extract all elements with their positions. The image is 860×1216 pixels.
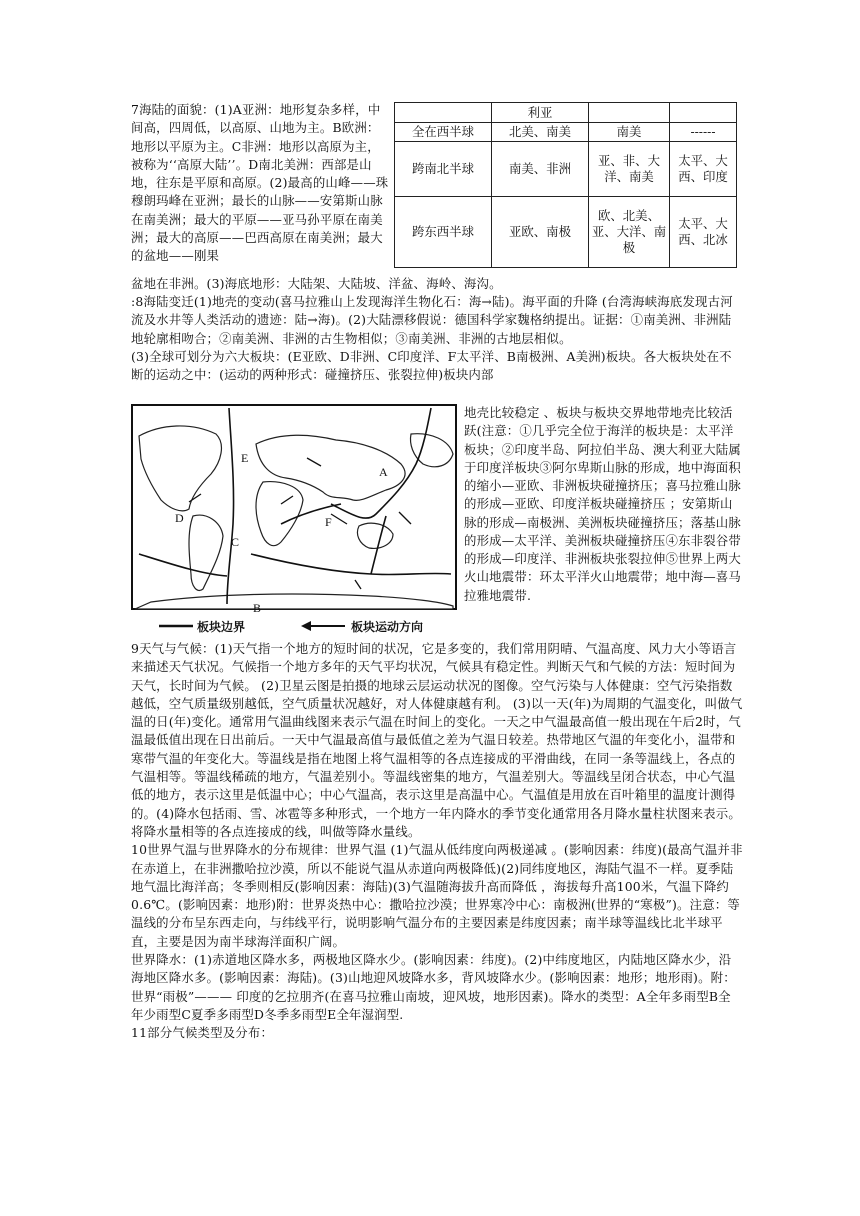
table-cell: 南美、非洲 (492, 142, 589, 197)
section-7-paragraph: 7海陆的面貌：(1)A亚洲：地形复杂多样，中间高，四周低，以高原、山地为主。B欧洲：地形以平原为主。C非洲：地形以高原为主，被称为‘‘高原大陆’’。D南北美洲：西部是山地，往东是平原和高原。(2)最高的山峰——珠穆朗玛峰在亚洲；最长的山脉——安第斯山脉在南美洲；最大的平原——亚马孙平原在南美洲；最大的高原——巴西高原在南美洲；最大的盆地——刚果 (131, 102, 389, 264)
table-row (395, 142, 737, 197)
plate-label-a: A (379, 465, 388, 479)
table-row (395, 197, 737, 268)
plate-label-e: E (241, 451, 249, 465)
table-cell: ------ (670, 123, 737, 142)
plate-map (131, 404, 457, 638)
continent-ocean-table (394, 102, 737, 268)
section-7-tail (131, 275, 751, 293)
map-legend (159, 619, 423, 634)
table-cell: 南美 (589, 123, 670, 142)
table-row (395, 103, 737, 123)
legend-arrow-head (301, 621, 311, 631)
legend-boundary-label: 板块边界 (197, 620, 246, 634)
plate-label-b: B (253, 601, 262, 615)
plate-label-c: C (231, 535, 240, 549)
sections-9-11 (131, 640, 743, 1043)
section-10-paragraph: 10世界气温与世界降水的分布规律：世界气温 (1)气温从低纬度向两极递减 。(影响因素：纬度)(最高气温并非在赤道上，在非洲撒哈拉沙漠，所以不能说气温从赤道向两极降低)(2)同纬度地区，海陆气温不一样。夏季陆地气温比海洋高；冬季则相反(影响因素：海陆)(3)气温随海拔升高而降低 ，海拔每升高100米，气温下降约0.6℃。(影响因素：地形)附：世界炎热中心：撒哈拉沙漠；世界寒冷中心：南极洲(世界的“寒极”)。注意：等温线的分布呈东西走向，与纬线平行，说明影响气温分布的主要因素是纬度因素；南半球等温线比北半球平直，主要是因为南半球海洋面积广阔。 (131, 842, 743, 949)
section-7-text (131, 101, 389, 266)
table-cell: 北美、南美 (492, 123, 589, 142)
table-cell: 亚欧、南极 (492, 197, 589, 268)
section-8-side-text (464, 404, 743, 605)
table-cell: 太平、大西、北冰 (670, 197, 737, 268)
table-cell: 亚、非、大洋、南美 (589, 142, 670, 197)
section-8-paragraph-2: (3)全球可划分为六大板块：(E亚欧、D非洲、C印度洋、F太平洋、B南极洲、A美洲)板块。各大板块处在不断的运动之中：(运动的两种形式：碰撞挤压、张裂拉伸)板块内部 (131, 348, 732, 383)
table-cell (589, 103, 670, 123)
legend-direction-label: 板块运动方向 (351, 620, 424, 634)
table-cell (395, 103, 492, 123)
plate-map-svg (131, 404, 457, 638)
plate-label-f: F (325, 515, 332, 529)
table-cell (670, 103, 737, 123)
plate-label-d: D (175, 511, 184, 525)
table-cell: 跨东西半球 (395, 197, 492, 268)
section-9-paragraph: 9天气与气候：(1)天气指一个地方的短时间的状况，它是多变的，我们常用阴晴、气温高度、风力大小等语言来描述天气状况。气候指一个地方多年的天气平均状况，气候具有稳定性。判断天气和气候的方法：短时间为天气，长时间为气候。 (2)卫星云图是拍摄的地球云层运动状况的图像。空气污染与人体健康：空气污染指数越低，空气质量级别越低，空气质量状况越好，对人体健康越有利。 (3)以一天(年)为周期的气温变化，叫做气温的日(年)变化。通常用气温曲线图来表示气温在时间上的变化。一天之中气温最高值一般出现在午后2时，气温最低值出现在日出前后。一天中气温最高值与最低值之差为气温日较差。热带地区气温的年变化小，温带和寒带气温的年变化大。等温线是指在地图上将气温相等的各点连接成的平滑曲线，在同一条等温线上，各点的气温相等。等温线稀疏的地方，气温差别小。等温线密集的地方，气温差别大。等温线呈闭合状态，中心气温低的地方，表示这里是低温中心；中心气温高，表示这里是高温中心。气温值是用放在百叶箱里的温度计测得的。(4)降水包括雨、雪、冰雹等多种形式，一个地方一年内降水的季节变化通常用各月降水量柱状图来表示。将降水量相等的各点连接成的线，叫做等降水量线。 (131, 641, 743, 839)
section-7-tail-text: 盆地在非洲。(3)海底地形：大陆架、大陆坡、洋盆、海岭、海沟。 (131, 276, 502, 291)
table-row (395, 123, 737, 142)
section-8-text (131, 293, 743, 384)
table-cell: 全在西半球 (395, 123, 492, 142)
table-cell: 利亚 (492, 103, 589, 123)
table-cell: 欧、北美、亚、大洋、南极 (589, 197, 670, 268)
section-11-heading: 11部分气候类型及分布： (131, 1025, 274, 1041)
section-8-paragraph-1: :8海陆变迁(1)地壳的变动(喜马拉雅山上发现海洋生物化石：海→陆)。海平面的升降 (台湾海峡海底发现古河流及水井等人类活动的遗迹：陆→海)。(2)大陆漂移假说：德国科学家魏格纳提出。证据：①南美洲、非洲陆地轮廓相吻合；②南美洲、非洲的古生物相似；③南美洲、非洲的古地层相似。 (131, 294, 733, 346)
section-10-precipitation-paragraph: 世界降水：(1)赤道地区降水多，两极地区降水少。(影响因素：纬度)。(2)中纬度地区，内陆地区降水少，沿海地区降水多。(影响因素：海陆)。(3)山地迎风坡降水多，背风坡降水少。(影响因素：地形；地形雨)。附：世界“雨极”——— 印度的乞拉朋齐(在喜马拉雅山南坡，迎风坡，地形因素)。降水的类型：A全年多雨型B全年少雨型C夏季多雨型D冬季多雨型E全年湿润型. (131, 952, 736, 1022)
table-cell: 太平、大西、印度 (670, 142, 737, 197)
section-8-side-paragraph: 地壳比较稳定 、板块与板块交界地带地壳比较活跃(注意：①几乎完全位于海洋的板块是：太平洋板块；②印度半岛、阿拉伯半岛、澳大利亚大陆属于印度洋板块③阿尔卑斯山脉的形成，地中海面积的缩小—亚欧、非洲板块碰撞挤压；喜马拉雅山脉的形成—亚欧、印度洋板块碰撞挤压 ；安第斯山脉的形成—南极洲、美洲板块碰撞挤压；落基山脉的形成—太平洋、美洲板块碰撞挤压④东非裂谷带的形成—印度洋、非洲板块张裂拉伸⑤世界上两大火山地震带：环太平洋火山地震带；地中海—喜马拉雅地震带. (464, 405, 741, 603)
table-cell: 跨南北半球 (395, 142, 492, 197)
